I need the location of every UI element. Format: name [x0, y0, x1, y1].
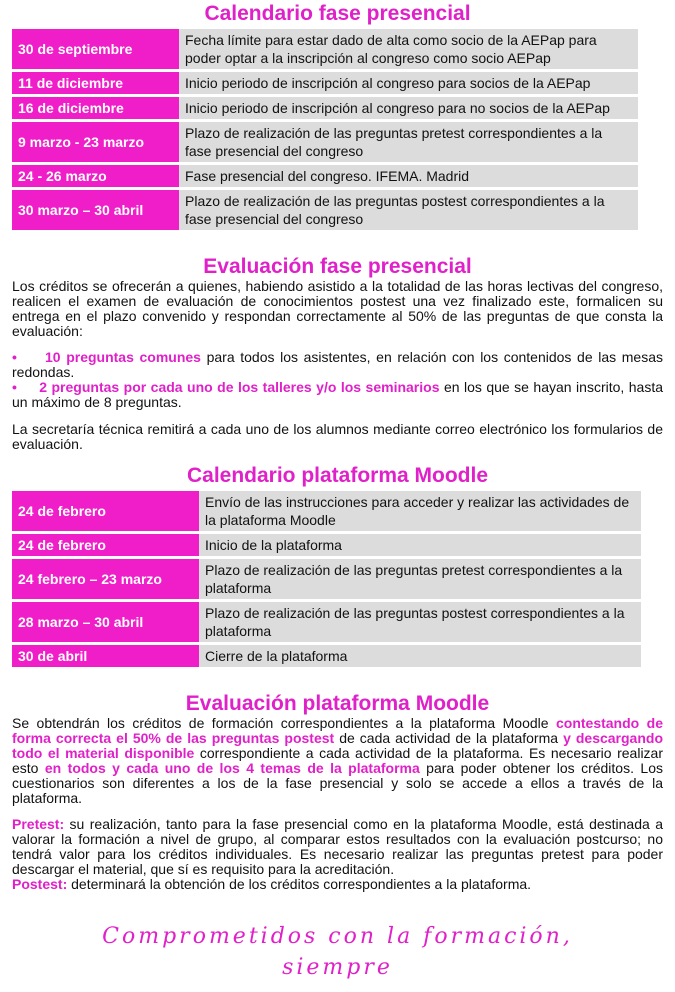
postest-label: Postest:	[12, 876, 68, 892]
calendar-description: Fase presencial del congreso. IFEMA. Madrid	[179, 165, 638, 187]
calendar-date: 24 - 26 marzo	[12, 165, 179, 187]
evaluation-closing: La secretaría técnica remitirá a cada uno de los alumnos mediante correo electrónico los formularios de evaluación.	[12, 421, 663, 452]
signature-line-2: siempre	[282, 955, 393, 980]
moodle-text: de cada actividad de la plataforma	[334, 730, 564, 746]
calendar-description: Inicio periodo de inscripción al congreso para no socios de la AEPap	[179, 97, 638, 119]
calendar-date: 30 marzo – 30 abril	[12, 190, 179, 230]
bullet-icon: •	[12, 379, 17, 395]
calendar-description: Envío de las instrucciones para acceder y realizar las actividades de la plataforma Moodle	[199, 491, 641, 531]
calendar-moodle-table	[12, 488, 641, 670]
calendar-row	[12, 72, 638, 94]
calendar-description: Cierre de la plataforma	[199, 645, 641, 667]
calendar-date: 28 marzo – 30 abril	[12, 602, 199, 642]
postest-text: determinará la obtención de los créditos correspondientes a la plataforma.	[67, 876, 532, 892]
evaluation-intro: Los créditos se ofrecerán a quienes, habiendo asistido a la totalidad de las horas lectivas del congreso, realicen el examen de evaluación de conocimientos postest una vez finalizado este, formalicen su entrega en el plazo convenido y respondan correctamente al 50% de las preguntas de que consta la evaluación:	[12, 278, 663, 339]
calendar-description: Fecha límite para estar dado de alta como socio de la AEPap para poder optar a la inscripción al congreso como socio AEPap	[179, 29, 638, 69]
calendar-description: Plazo de realización de las preguntas pretest correspondientes a la fase presencial del congreso	[179, 122, 638, 162]
calendar-row	[12, 165, 638, 187]
section-title-evaluacion-presencial: Evaluación fase presencial	[203, 255, 472, 278]
section-title-calendario-moodle: Calendario plataforma Moodle	[186, 464, 489, 487]
calendar-date: 24 febrero – 23 marzo	[12, 559, 199, 599]
calendar-date: 9 marzo - 23 marzo	[12, 122, 179, 162]
calendar-date: 11 de diciembre	[12, 72, 179, 94]
calendar-presencial-table	[12, 26, 638, 233]
calendar-description: Inicio de la plataforma	[199, 534, 641, 556]
bullet-2-text: en los que se hayan inscrito, hasta un máximo de 8 preguntas.	[12, 379, 663, 410]
signature-line-1: Comprometidos con la formación,	[102, 924, 573, 949]
bullet-2-highlight: 2 preguntas por cada uno de los talleres y/o los seminarios	[39, 379, 440, 395]
calendar-description: Plazo de realización de las preguntas postest correspondientes a la fase presencial del congreso	[179, 190, 638, 230]
calendar-row	[12, 97, 638, 119]
calendar-description: Plazo de realización de las preguntas pretest correspondientes a la plataforma	[199, 559, 641, 599]
section-title-evaluacion-moodle: Evaluación plataforma Moodle	[185, 692, 490, 715]
calendar-row	[12, 491, 641, 531]
pretest-label: Pretest:	[12, 816, 65, 832]
calendar-description: Plazo de realización de las preguntas postest correspondientes a la plataforma	[199, 602, 641, 642]
calendar-description: Inicio periodo de inscripción al congreso para socios de la AEPap	[179, 72, 638, 94]
calendar-row	[12, 645, 641, 667]
pretest-paragraph	[12, 817, 663, 877]
calendar-date: 16 de diciembre	[12, 97, 179, 119]
moodle-text: Se obtendrán los créditos de formación correspondientes a la plataforma Moodle	[12, 715, 556, 731]
bullet-1-text: para todos los asistentes, en relación con los contenidos de las mesas redondas.	[12, 349, 663, 380]
calendar-row	[12, 190, 638, 230]
pretest-text: su realización, tanto para la fase presencial como en la plataforma Moodle, está destinada a valorar la formación a nivel de grupo, al comparar estos resultados con la evaluación postcurso; no tendrá valor para los créditos individuales. Es necesario realizar las preguntas pretest para poder descargar el material, que sí es requisito para la acreditación.	[12, 816, 663, 877]
calendar-date: 30 de septiembre	[12, 29, 179, 69]
moodle-highlight: y descargando todo el material disponible	[12, 730, 663, 761]
calendar-row	[12, 559, 641, 599]
calendar-date: 24 de febrero	[12, 491, 199, 531]
bullet-item-2	[12, 380, 663, 410]
bullet-item-1	[12, 350, 663, 380]
calendar-row	[12, 29, 638, 69]
moodle-text: correspondiente a cada actividad de la plataforma. Es necesario realizar esto	[12, 745, 663, 776]
moodle-text: para poder obtener los créditos. Los cuestionarios son diferentes a los de la fase presencial y solo se accede a ellos a través de la plataforma.	[12, 760, 663, 806]
bullet-icon: •	[12, 349, 17, 365]
moodle-highlight: en todos y cada uno de los 4 temas de la plataforma	[44, 760, 420, 776]
postest-paragraph	[12, 877, 663, 892]
section-title-calendario-presencial: Calendario fase presencial	[204, 2, 471, 25]
calendar-date: 24 de febrero	[12, 534, 199, 556]
calendar-date: 30 de abril	[12, 645, 199, 667]
bullet-1-highlight: 10 preguntas comunes	[45, 349, 201, 365]
moodle-highlight: contestando de forma correcta el 50% de las preguntas postest	[12, 715, 663, 746]
calendar-row	[12, 602, 641, 642]
moodle-evaluation-paragraph	[12, 716, 663, 806]
calendar-row	[12, 122, 638, 162]
calendar-row	[12, 534, 641, 556]
